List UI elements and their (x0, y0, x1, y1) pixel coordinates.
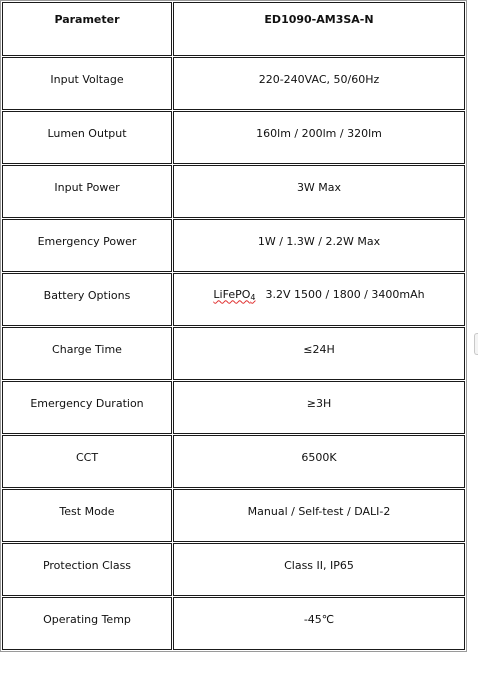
row-value-emergency-power: 1W / 1.3W / 2.2W Max (173, 219, 465, 272)
table-row (2, 57, 465, 110)
row-label-battery-options: Battery Options (2, 273, 172, 326)
table-row (2, 219, 465, 272)
table-row (2, 165, 465, 218)
side-panel-tab[interactable] (474, 333, 478, 355)
row-label-operating-temp: Operating Temp (2, 597, 172, 650)
row-value-lumen-output: 160lm / 200lm / 320lm (173, 111, 465, 164)
row-label-lumen-output: Lumen Output (2, 111, 172, 164)
row-value-input-voltage: 220-240VAC, 50/60Hz (173, 57, 465, 110)
battery-spec-text: 3.2V 1500 / 1800 / 3400mAh (265, 287, 425, 301)
table-row (2, 597, 465, 650)
row-value-emergency-duration: ≥3H (173, 381, 465, 434)
header-parameter: Parameter (2, 2, 172, 56)
row-value-input-power: 3W Max (173, 165, 465, 218)
row-label-input-voltage: Input Voltage (2, 57, 172, 110)
battery-chemistry-subscript: 4 (250, 292, 256, 302)
row-label-input-power: Input Power (2, 165, 172, 218)
battery-chemistry-base: LiFePO (213, 287, 251, 301)
table-header-row (2, 2, 465, 56)
row-value-test-mode: Manual / Self-test / DALI-2 (173, 489, 465, 542)
row-label-cct: CCT (2, 435, 172, 488)
row-label-charge-time: Charge Time (2, 327, 172, 380)
header-model: ED1090-AM3SA-N (173, 2, 465, 56)
table-row (2, 111, 465, 164)
row-label-emergency-power: Emergency Power (2, 219, 172, 272)
row-value-protection-class: Class II, IP65 (173, 543, 465, 596)
row-label-emergency-duration: Emergency Duration (2, 381, 172, 434)
table-row (2, 435, 465, 488)
row-label-protection-class: Protection Class (2, 543, 172, 596)
row-label-test-mode: Test Mode (2, 489, 172, 542)
row-value-operating-temp: -45℃ (173, 597, 465, 650)
table-row (2, 327, 465, 380)
table-row (2, 489, 465, 542)
row-value-charge-time: ≤24H (173, 327, 465, 380)
table-row (2, 381, 465, 434)
battery-chemistry (213, 288, 255, 301)
table-row (2, 543, 465, 596)
row-value-cct: 6500K (173, 435, 465, 488)
table-row (2, 273, 465, 326)
row-value-battery-options (173, 273, 465, 326)
